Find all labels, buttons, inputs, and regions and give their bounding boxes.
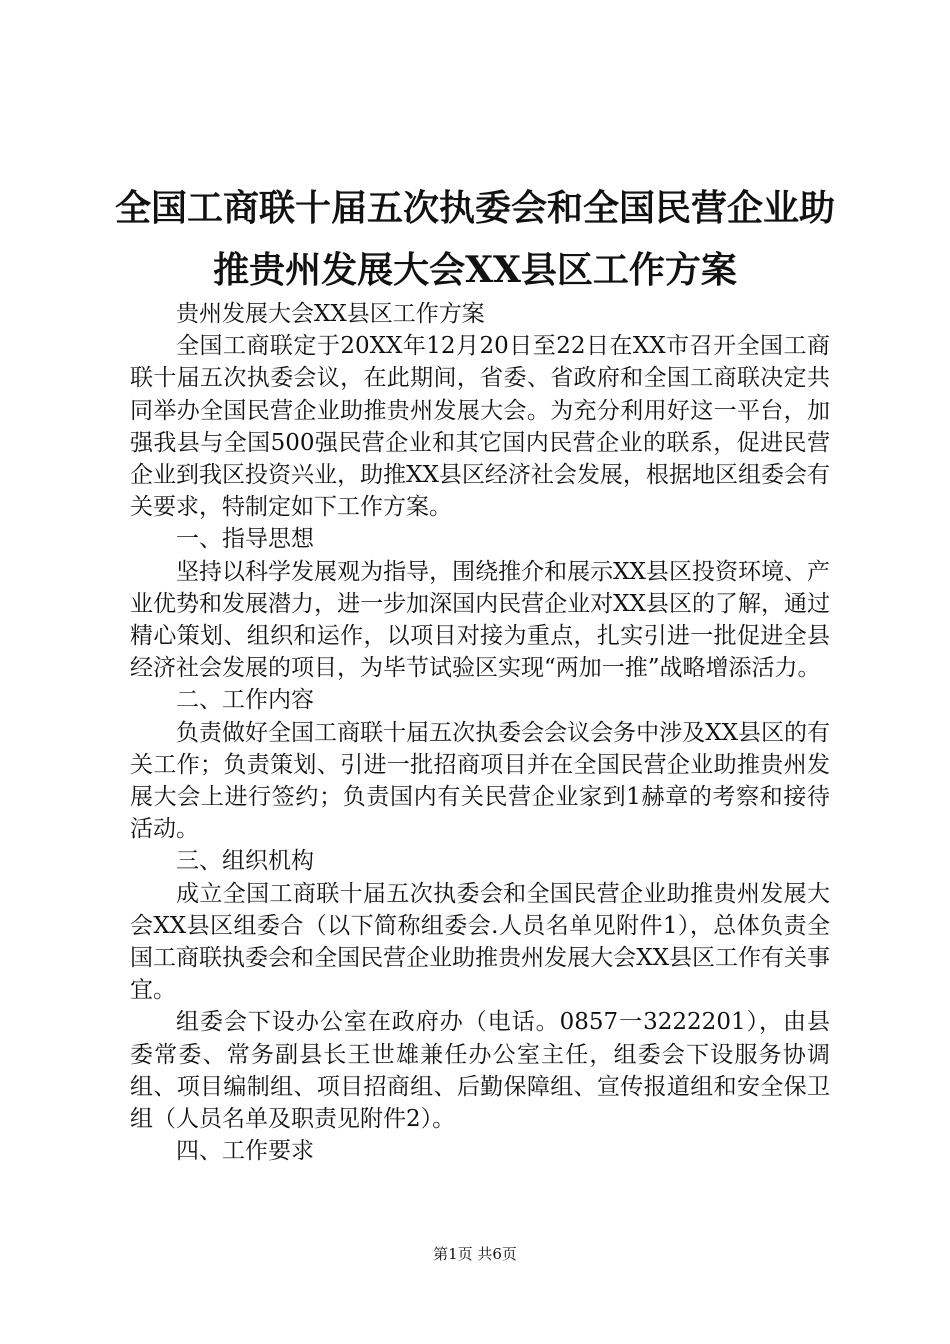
paragraph-organization: 成立全国工商联十届五次执委会和全国民营企业助推贵州发展大会XX县区组委合（以下简称组委会.人员名单见附件1），总体负责全国工商联执委会和全国民营企业助推贵州发展大会XX县区工作有关事宜。 bbox=[130, 880, 830, 1004]
document-body bbox=[130, 298, 830, 1167]
section-heading-work-requirements: 四、工作要求 bbox=[176, 1138, 314, 1165]
section-heading-guiding-thought: 一、指导思想 bbox=[176, 526, 314, 553]
section-heading-organization: 三、组织机构 bbox=[176, 848, 314, 875]
section-heading-work-content: 二、工作内容 bbox=[176, 687, 314, 714]
paragraph-subtitle: 贵州发展大会XX县区工作方案 bbox=[176, 301, 485, 327]
paragraph-guiding-thought: 坚持以科学发展观为指导，围绕推介和展示XX县区投资环境、产业优势和发展潜力，进一步加深国内民营企业对XX县区的了解，通过精心策划、组织和运作，以项目对接为重点，扎实引进一批促进全县经济社会发展的项目，为毕节试验区实现“两加一推”战略增添活力。 bbox=[130, 558, 830, 682]
paragraph-office: 组委会下设办公室在政府办（电话。0857一3222201），由县委常委、常务副县长王世雄兼任办公室主任，组委会下设服务协调组、项目编制组、项目招商组、后勤保障组、宣传报道组和安全保卫组（人员名单及职责见附件2）。 bbox=[130, 1009, 830, 1133]
page-number-footer: 第1页 共6页 bbox=[433, 1245, 517, 1263]
document-title-line-2: 推贵州发展大会XX县区工作方案 bbox=[213, 249, 737, 291]
paragraph-work-content: 负责做好全国工商联十届五次执委会会议会务中涉及XX县区的有关工作；负责策划、引进一批招商项目并在全国民营企业助推贵州发展大会上进行签约；负责国内有关民营企业家到1赫章的考察和接待活动。 bbox=[130, 719, 830, 843]
paragraph-intro: 全国工商联定于20XX年12月20日至22日在XX市召开全国工商联十届五次执委会议，在此期间，省委、省政府和全国工商联决定共同举办全国民营企业助推贵州发展大会。为充分利用好这一平台，加强我县与全国500强民营企业和其它国内民营企业的联系，促进民营企业到我区投资兴业，助推XX县区经济社会发展，根据地区组委会有关要求，特制定如下工作方案。 bbox=[130, 333, 830, 521]
document-title-line-1: 全国工商联十届五次执委会和全国民营企业助 bbox=[114, 187, 835, 229]
